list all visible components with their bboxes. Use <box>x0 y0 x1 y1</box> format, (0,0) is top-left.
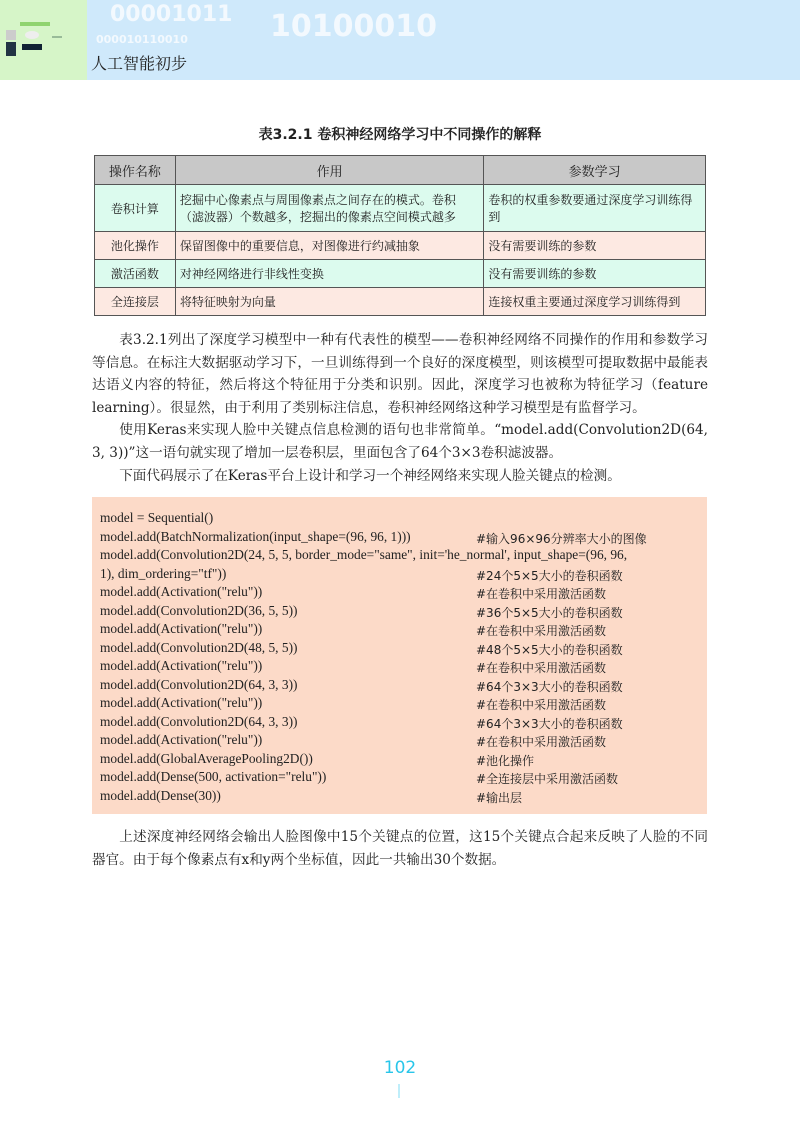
column-header: 操作名称 <box>95 156 176 185</box>
code-line: model.add(Convolution2D(48, 5, 5)) <box>100 639 298 655</box>
code-comment: #在卷积中采用激活函数 <box>476 661 607 676</box>
table-cell: 卷积的权重参数要通过深度学习训练得到 <box>484 185 706 232</box>
table-cell: 保留图像中的重要信息，对图像进行约减抽象 <box>175 232 483 260</box>
code-line: model.add(Activation("relu")) <box>100 621 263 637</box>
body-paragraph: 使用Keras来实现人脸中关键点信息检测的语句也非常简单。“model.add(Convolution2D(64, 3, 3))”这一语句就实现了增加一层卷积层，里面包含了64个3×3卷积滤波器。 <box>92 422 708 461</box>
code-line: model.add(BatchNormalization(input_shape=(96, 96, 1))) <box>100 528 411 544</box>
code-comment: #在卷积中采用激活函数 <box>476 735 607 750</box>
code-line: model.add(Convolution2D(64, 3, 3)) <box>100 713 298 729</box>
code-line: model.add(Activation("relu")) <box>100 695 263 711</box>
code-line: model.add(Activation("relu")) <box>100 732 263 748</box>
header-thumbnail-icon <box>6 22 62 60</box>
header-green-panel <box>0 0 87 80</box>
operations-table <box>94 155 706 316</box>
table-cell: 池化操作 <box>95 232 176 260</box>
header-binary-decoration: 00001011 <box>110 2 233 27</box>
code-comment: #全连接层中采用激活函数 <box>476 772 619 787</box>
table-caption: 表3.2.1 卷积神经网络学习中不同操作的解释 <box>258 127 542 143</box>
code-comment: #64个3×3大小的卷积函数 <box>476 679 623 694</box>
code-line: model.add(Convolution2D(36, 5, 5)) <box>100 602 298 618</box>
page-number: 102 <box>383 1058 417 1078</box>
table-row <box>95 185 706 232</box>
table-cell: 全连接层 <box>95 288 176 316</box>
page-header-banner <box>0 0 800 80</box>
column-header: 参数学习 <box>484 156 706 185</box>
code-comment: #在卷积中采用激活函数 <box>476 698 607 713</box>
table-cell: 连接权重主要通过深度学习训练得到 <box>484 288 706 316</box>
body-text <box>92 329 708 871</box>
table-cell: 没有需要训练的参数 <box>484 232 706 260</box>
code-comment: #36个5×5大小的卷积函数 <box>476 605 623 620</box>
table-cell: 挖掘中心像素点与周围像素点之间存在的模式。卷积（滤波器）个数越多，挖掘出的像素点空间模式越多 <box>175 185 483 232</box>
chapter-header-title: 人工智能初步 <box>91 54 188 73</box>
code-comment: #64个3×3大小的卷积函数 <box>476 716 623 731</box>
body-paragraph: 下面代码展示了在Keras平台上设计和学习一个神经网络来实现人脸关键点的检测。 <box>119 467 621 484</box>
code-comment: #输入96×96分辨率大小的图像 <box>476 531 647 546</box>
table-cell: 没有需要训练的参数 <box>484 260 706 288</box>
code-block <box>92 497 707 814</box>
code-comment: #24个5×5大小的卷积函数 <box>476 568 623 583</box>
code-line: model.add(Dense(30)) <box>100 787 221 803</box>
code-comment: #池化操作 <box>476 753 535 768</box>
code-line: model.add(Convolution2D(64, 3, 3)) <box>100 676 298 692</box>
table-cell: 卷积计算 <box>95 185 176 232</box>
column-header: 作用 <box>175 156 483 185</box>
table-row <box>95 288 706 316</box>
closing-paragraph: 上述深度神经网络会输出人脸图像中15个关键点的位置，这15个关键点合起来反映了人脸的不同器官。由于每个像素点有x和y两个坐标值，因此一共输出30个数据。 <box>92 829 708 868</box>
code-line: 1), dim_ordering="tf")) <box>100 565 227 581</box>
code-comment: #在卷积中采用激活函数 <box>476 624 607 639</box>
code-line: model = Sequential() <box>100 510 214 526</box>
table-cell: 激活函数 <box>95 260 176 288</box>
code-comment: #在卷积中采用激活函数 <box>476 587 607 602</box>
code-line: model.add(Activation("relu")) <box>100 584 263 600</box>
code-line: model.add(GlobalAveragePooling2D()) <box>100 750 313 766</box>
body-paragraph: 表3.2.1列出了深度学习模型中一种有代表性的模型——卷积神经网络不同操作的作用和参数学习等信息。在标注大数据驱动学习下，一旦训练得到一个良好的深度模型，则该模型可提取数据中最能表达语义内容的特征，然后将这个特征用于分类和识别。因此，深度学习也被称为特征学习（feature learning）。很显然，由于利用了类别标注信息，卷积神经网络这种学习模型是有监督学习。 <box>92 332 708 416</box>
table-row <box>95 260 706 288</box>
page-number-bar <box>398 1084 400 1098</box>
header-binary-decoration: 000010110010 <box>96 33 188 46</box>
code-line: model.add(Activation("relu")) <box>100 658 263 674</box>
code-line: model.add(Convolution2D(24, 5, 5, border_mode="same", init='he_normal', input_shape=(96, 96, <box>100 547 628 563</box>
table-row <box>95 232 706 260</box>
code-line: model.add(Dense(500, activation="relu")) <box>100 769 327 785</box>
table-cell: 对神经网络进行非线性变换 <box>175 260 483 288</box>
table-header-row <box>95 156 706 185</box>
code-comment: #48个5×5大小的卷积函数 <box>476 642 623 657</box>
table-cell: 将特征映射为向量 <box>175 288 483 316</box>
header-binary-decoration: 10100010 <box>270 9 437 44</box>
code-comment: #输出层 <box>476 790 523 805</box>
